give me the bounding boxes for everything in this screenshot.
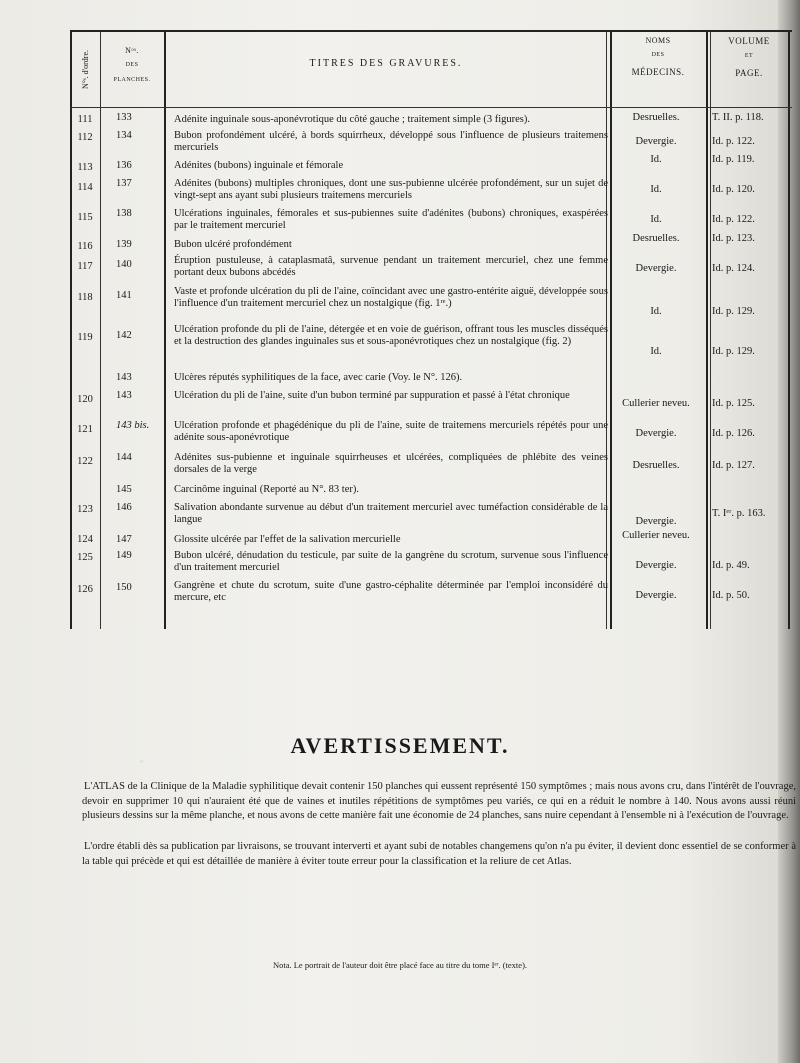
header-medecins: NOMS DES MÉDECINS. [631, 36, 685, 77]
cell-planche: 146 [116, 502, 132, 513]
cell-medecin: Id. [650, 154, 662, 165]
cell-volume: Id. p. 126. [712, 428, 755, 439]
cell-volume: Id. p. 127. [712, 460, 755, 471]
cell-titre: Ulcération du pli de l'aine, suite d'un bubon terminé par suppuration et passé à l'état chronique [174, 390, 570, 401]
cell-medecin: Id. [650, 306, 662, 317]
cell-planche: 140 [116, 259, 132, 270]
cell-medecin: Cullerier neveu. [622, 398, 690, 409]
cell-volume: Id. p. 122. [712, 136, 755, 147]
cell-medecin: Desruelles. [632, 112, 680, 123]
cell-planche: 144 [116, 452, 132, 463]
cell-volume: Id. p. 123. [712, 233, 755, 244]
cell-ordre: 112 [77, 132, 93, 143]
header-rule [70, 107, 792, 108]
cell-titre: Éruption pustuleuse, à cataplasmatâ, survenue pendant un traitement mercuriel, chez une femme portant deux bubons abcédés [174, 255, 608, 278]
cell-ordre: 111 [77, 114, 93, 125]
header-volume: VOLUME ET PAGE. [728, 36, 770, 78]
cell-titre: Ulcération profonde et phagédénique du pli de l'aine, suite de traitemens mercuriels répétés pour une adénite sous-aponévrotique [174, 420, 608, 443]
cell-titre: Adénite inguinale sous-aponévrotique du côté gauche ; traitement simple (3 figures). [174, 114, 531, 125]
cell-ordre: 114 [77, 182, 93, 193]
cell-volume: T. Iᵉʳ. p. 163. [712, 508, 766, 519]
scan-speck [140, 760, 143, 763]
avertissement-heading: AVERTISSEMENT. [290, 733, 510, 758]
cell-planche: 143 [116, 372, 132, 383]
cell-titre: Ulcères réputés syphilitiques de la face, avec carie (Voy. le N°. 126). [174, 372, 463, 383]
cell-medecin: Devergie. [635, 263, 677, 274]
cell-volume: Id. p. 50. [712, 590, 750, 601]
cell-titre: Ulcérations inguinales, fémorales et sus-pubiennes suite d'adénites (bubons) chroniques, exaspérées par le traitement mercuriel [174, 208, 608, 231]
cell-volume: Id. p. 120. [712, 184, 755, 195]
cell-titre: Gangrène et chute du scrotum, suite d'une gastro-céphalite déterminée par l'emploi inconsidéré du mercure, etc [174, 580, 608, 603]
cell-volume: Id. p. 49. [712, 560, 750, 571]
cell-ordre: 125 [77, 552, 93, 563]
cell-planche: 141 [116, 290, 132, 301]
header-titres: TITRES DES GRAVURES. [309, 58, 463, 69]
cell-ordre: 120 [77, 394, 93, 405]
cell-ordre: 121 [77, 424, 93, 435]
table-rule [706, 32, 708, 629]
cell-ordre: 123 [77, 504, 93, 515]
cell-medecin: Devergie. [635, 428, 677, 439]
cell-ordre: 117 [77, 261, 93, 272]
cell-medecin: Id. [650, 184, 662, 195]
cell-volume: Id. p. 119. [712, 154, 755, 165]
cell-titre: Salivation abondante survenue au début d'un traitement mercuriel avec tuméfaction considérable de la langue [174, 502, 608, 525]
cell-medecin: Id. [650, 214, 662, 225]
cell-medecin: Desruelles. [632, 233, 680, 244]
cell-medecin: Id. [650, 346, 662, 357]
cell-ordre: 124 [77, 534, 93, 545]
cell-volume: Id. p. 129. [712, 306, 755, 317]
cell-volume: Id. p. 129. [712, 346, 755, 357]
header-planches: Nᵒˢ. DES PLANCHES. [113, 46, 151, 83]
cell-medecin: Desruelles. [632, 460, 680, 471]
cell-titre: Ulcération profonde du pli de l'aine, détergée et en voie de guérison, offrant tous les muscles disséqués et la destruction des glandes inguinales sus et sous-aponévrotiques chez un nostalgique (fig. 2) [174, 324, 608, 347]
cell-volume: T. II. p. 118. [712, 112, 764, 123]
cell-ordre: 119 [77, 332, 93, 343]
cell-titre: Adénites (bubons) inguinale et fémorale [174, 160, 344, 171]
cell-ordre: 118 [77, 292, 93, 303]
cell-titre: Adénites (bubons) multiples chroniques, dont une sus-pubienne ulcérée profondément, sur un sujet de vingt-sept ans ayant subi plusieurs traitemens mercuriels [174, 178, 608, 201]
avertissement-paragraph-1: L'ATLAS de la Clinique de la Maladie syphilitique devait contenir 150 planches qui eussent représenté 150 symptômes ; mais nous avons cru, dans l'intérêt de l'ouvrage, devoir en supprimer 10 qui n'auraient été que de vaines et inutiles répétitions de symptômes peu variés, ce qui en a réduit le nombre à 140. Nous avons aussi réuni plusieurs dessins sur la même planche, et nous avons de cette manière fait une économie de 24 planches, sans nuire cependant à l'ensemble ni à l'exécution de l'ouvrage. [82, 781, 796, 821]
cell-ordre: 126 [77, 584, 93, 595]
cell-planche: 138 [116, 208, 132, 219]
nota-footnote: Nota. Le portrait de l'auteur doit être placé face au titre du tome Iᵉʳ. (texte). [272, 960, 528, 970]
cell-titre: Glossite ulcérée par l'effet de la salivation mercurielle [174, 534, 401, 545]
cell-ordre: 122 [77, 456, 93, 467]
cell-titre: Bubon profondément ulcéré, à bords squirrheux, développé sous l'influence de plusieurs traitemens mercuriels [174, 130, 608, 153]
cell-planche: 143 bis. [116, 420, 150, 431]
cell-planche: 134 [116, 130, 132, 141]
cell-titre: Bubon ulcéré, dénudation du testicule, par suite de la gangrène du scrotum, survenue sous l'influence d'un traitement mercuriel [174, 550, 608, 573]
cell-medecin: Devergie. [635, 516, 677, 527]
cell-titre: Vaste et profonde ulcération du pli de l'aine, coïncidant avec une gastro-entérite aiguë, développée sous l'influence d'un traitement mercuriel chez un nostalgique (fig. 1ʳᵉ.) [174, 286, 608, 309]
cell-volume: Id. p. 124. [712, 263, 755, 274]
cell-planche: 143 [116, 390, 132, 401]
cell-titre: Carcinôme inguinal (Reporté au N°. 83 ter). [174, 484, 359, 495]
cell-titre: Adénites sus-pubienne et inguinale squirrheuses et ulcérées, compliquées de phlébite des veines dorsales de la verge [174, 452, 608, 475]
table-rule [100, 32, 101, 629]
table-rule [710, 32, 711, 629]
cell-planche: 136 [116, 160, 132, 171]
cell-volume: Id. p. 122. [712, 214, 755, 225]
cell-ordre: 116 [77, 241, 93, 252]
cell-planche: 150 [116, 582, 132, 593]
cell-ordre: 115 [77, 212, 93, 223]
cell-medecin: Devergie. [635, 136, 677, 147]
cell-ordre: 113 [77, 162, 93, 173]
avertissement-paragraph-2: L'ordre établi dès sa publication par livraisons, se trouvant interverti et ayant subi de notables changemens qu'on n'a pu éviter, il devient donc essentiel de se conformer à la table qui précède et qui est détaillée de manière à éviter toute erreur pour la classification et la reliure de cet Atlas. [82, 841, 796, 867]
cell-titre: Bubon ulcéré profondément [174, 239, 292, 250]
cell-medecin: Devergie. [635, 560, 677, 571]
cell-planche: 139 [116, 239, 132, 250]
cell-planche: 133 [116, 112, 132, 123]
cell-volume: Id. p. 125. [712, 398, 755, 409]
header-ordre: N°ˢ. d'ordre. [80, 49, 90, 89]
plates-table [70, 30, 792, 629]
cell-planche: 137 [116, 178, 132, 189]
cell-medecin: Cullerier neveu. [622, 530, 690, 541]
cell-planche: 142 [116, 330, 132, 341]
cell-planche: 149 [116, 550, 132, 561]
cell-planche: 147 [116, 534, 132, 545]
cell-medecin: Devergie. [635, 590, 677, 601]
cell-planche: 145 [116, 484, 132, 495]
